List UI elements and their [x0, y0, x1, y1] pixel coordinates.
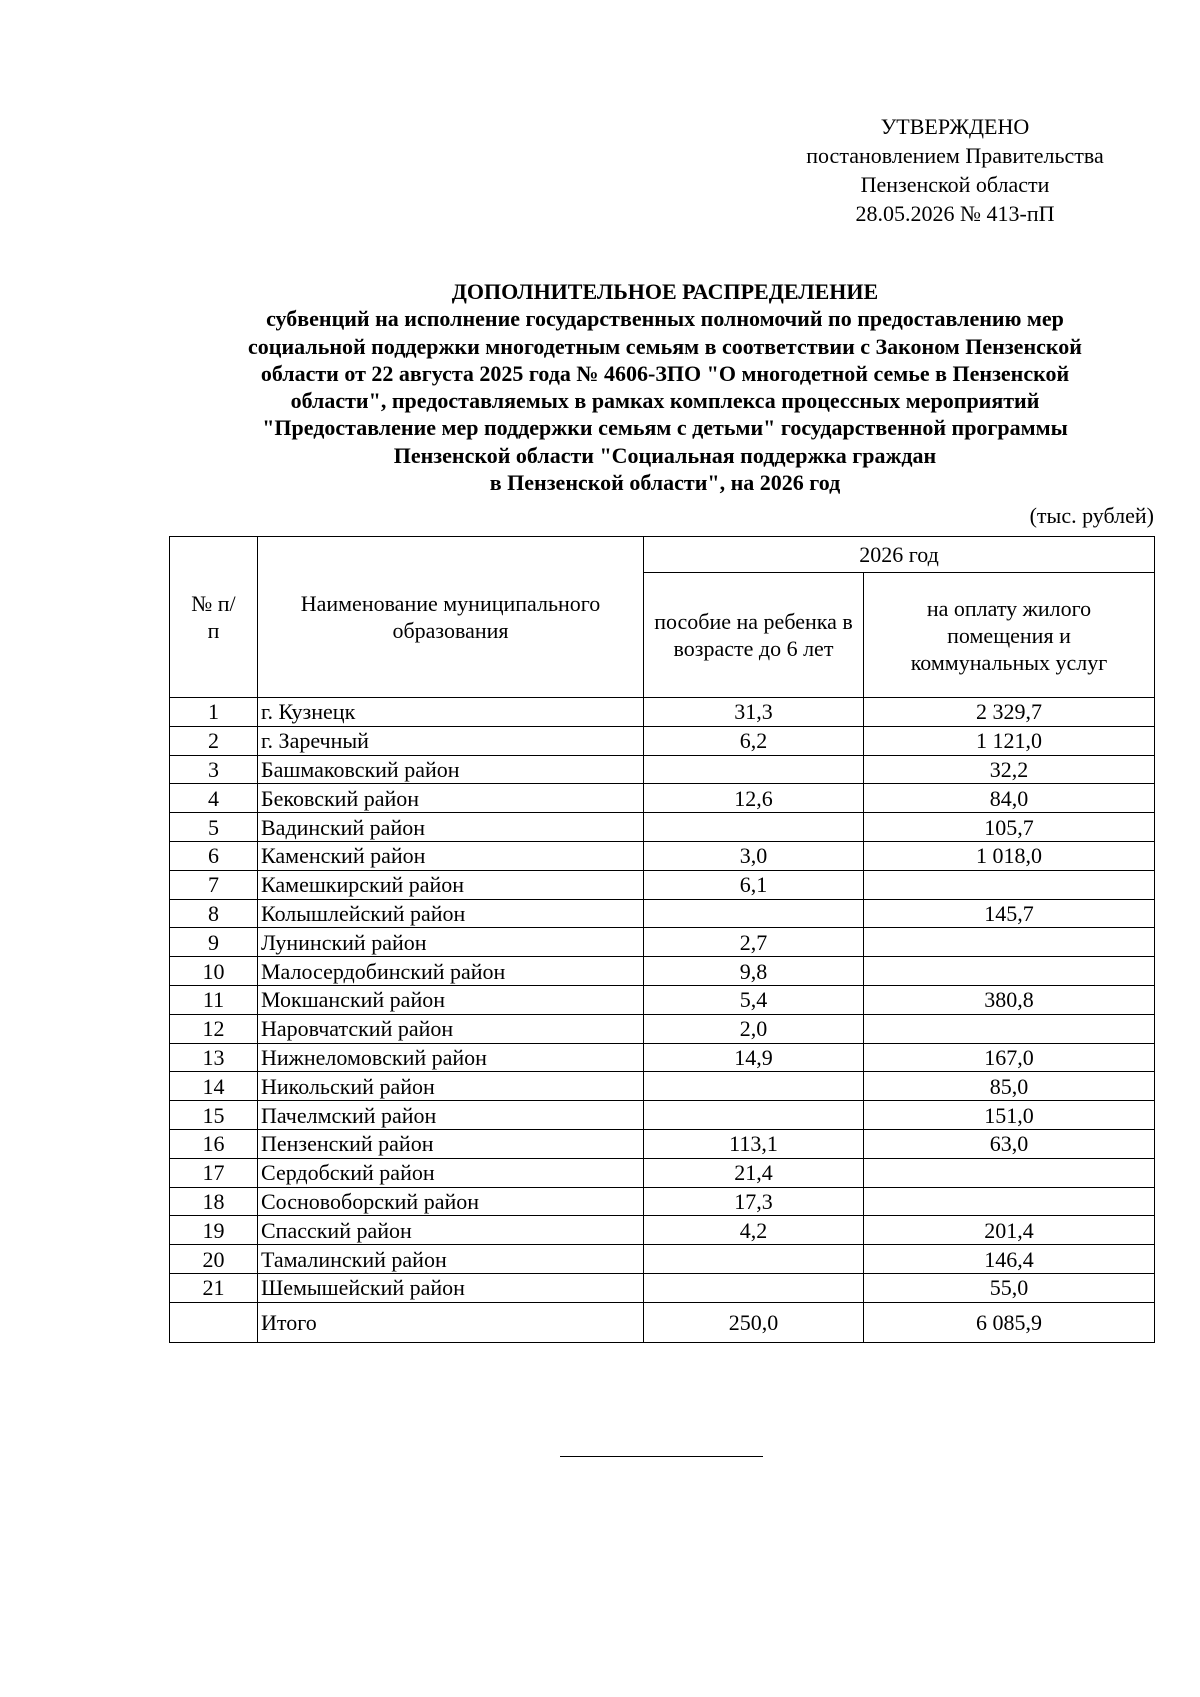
total-number: [170, 1302, 258, 1342]
table-row: [170, 1129, 1155, 1158]
child-allowance-value: [644, 1273, 864, 1302]
row-number: 21: [170, 1273, 258, 1302]
municipality-name: Камешкирский район: [258, 870, 644, 899]
child-allowance-value: 17,3: [644, 1187, 864, 1216]
housing-utilities-value: 145,7: [864, 899, 1155, 928]
row-number: 15: [170, 1101, 258, 1130]
table-row: [170, 1101, 1155, 1130]
municipality-name: Пензенский район: [258, 1129, 644, 1158]
row-number: 3: [170, 755, 258, 784]
municipality-name: Пачелмский район: [258, 1101, 644, 1130]
document-subtitle-line: Пензенской области "Социальная поддержка граждан: [393, 442, 937, 468]
row-number: 16: [170, 1129, 258, 1158]
child-allowance-value: [644, 1072, 864, 1101]
table-row: [170, 841, 1155, 870]
municipality-name: Бековский район: [258, 784, 644, 813]
table-row: [170, 985, 1155, 1014]
housing-utilities-value: [864, 1187, 1155, 1216]
municipality-name: Шемышейский район: [258, 1273, 644, 1302]
child-allowance-value: [644, 813, 864, 842]
row-number: 20: [170, 1245, 258, 1274]
header-name: Наименование муниципального образования: [258, 537, 644, 698]
municipality-name: Сердобский район: [258, 1158, 644, 1187]
row-number: 13: [170, 1043, 258, 1072]
row-number: 6: [170, 841, 258, 870]
document-subtitle-line: в Пензенской области", на 2026 год: [489, 470, 841, 496]
municipality-name: Лунинский район: [258, 928, 644, 957]
separator-line: [560, 1456, 763, 1457]
table-row: [170, 957, 1155, 986]
table-row: [170, 1187, 1155, 1216]
row-number: 11: [170, 985, 258, 1014]
row-number: 4: [170, 784, 258, 813]
approval-block: [790, 112, 1120, 228]
housing-utilities-value: [864, 870, 1155, 899]
row-number: 10: [170, 957, 258, 986]
child-allowance-value: [644, 899, 864, 928]
header-housing-utilities: на оплату жилого помещения и коммунальных услуг: [864, 573, 1155, 698]
table-row: [170, 1072, 1155, 1101]
housing-utilities-value: 55,0: [864, 1273, 1155, 1302]
child-allowance-value: 2,7: [644, 928, 864, 957]
row-number: 19: [170, 1216, 258, 1245]
municipality-name: Тамалинский район: [258, 1245, 644, 1274]
document-subtitle-line: субвенций на исполнение государственных полномочий по предоставлению мер: [266, 306, 1064, 332]
row-number: 17: [170, 1158, 258, 1187]
municipality-name: Никольский район: [258, 1072, 644, 1101]
table-row: [170, 1216, 1155, 1245]
row-number: 8: [170, 899, 258, 928]
approval-title: УТВЕРЖДЕНО: [880, 114, 1030, 139]
document-subtitle-line: области от 22 августа 2025 года № 4606-ЗПО "О многодетной семье в Пензенской: [260, 360, 1070, 386]
municipality-name: Малосердобинский район: [258, 957, 644, 986]
municipality-name: Башмаковский район: [258, 755, 644, 784]
approval-region: Пензенской области: [860, 172, 1050, 197]
municipality-name: Наровчатский район: [258, 1014, 644, 1043]
housing-utilities-value: 151,0: [864, 1101, 1155, 1130]
distribution-table: [169, 536, 1155, 1343]
approval-date-number: 28.05.2026 № 413-пП: [855, 201, 1055, 226]
housing-utilities-value: 105,7: [864, 813, 1155, 842]
row-number: 12: [170, 1014, 258, 1043]
total-housing-utilities: 6 085,9: [864, 1302, 1155, 1342]
table-row: [170, 1158, 1155, 1187]
child-allowance-value: 3,0: [644, 841, 864, 870]
total-row: [170, 1302, 1155, 1342]
municipality-name: Спасский район: [258, 1216, 644, 1245]
housing-utilities-value: [864, 928, 1155, 957]
table-row: [170, 928, 1155, 957]
housing-utilities-value: 146,4: [864, 1245, 1155, 1274]
municipality-name: Вадинский район: [258, 813, 644, 842]
municipality-name: Каменский район: [258, 841, 644, 870]
table-row: [170, 899, 1155, 928]
row-number: 7: [170, 870, 258, 899]
child-allowance-value: 12,6: [644, 784, 864, 813]
housing-utilities-value: 201,4: [864, 1216, 1155, 1245]
table-row: [170, 1273, 1155, 1302]
child-allowance-value: [644, 1101, 864, 1130]
child-allowance-value: 21,4: [644, 1158, 864, 1187]
municipality-name: Нижнеломовский район: [258, 1043, 644, 1072]
document-subtitle-line: "Предоставление мер поддержки семьям с детьми" государственной программы: [262, 415, 1068, 441]
housing-utilities-value: 85,0: [864, 1072, 1155, 1101]
child-allowance-value: [644, 1245, 864, 1274]
row-number: 14: [170, 1072, 258, 1101]
child-allowance-value: 9,8: [644, 957, 864, 986]
document-heading: [170, 278, 1160, 496]
header-num: № п/п: [170, 537, 258, 698]
municipality-name: г. Заречный: [258, 726, 644, 755]
housing-utilities-value: [864, 1014, 1155, 1043]
child-allowance-value: 14,9: [644, 1043, 864, 1072]
table-row: [170, 755, 1155, 784]
housing-utilities-value: [864, 1158, 1155, 1187]
total-child-allowance: 250,0: [644, 1302, 864, 1342]
housing-utilities-value: 1 121,0: [864, 726, 1155, 755]
housing-utilities-value: 380,8: [864, 985, 1155, 1014]
child-allowance-value: 4,2: [644, 1216, 864, 1245]
table-row: [170, 698, 1155, 727]
header-year: 2026 год: [644, 537, 1155, 573]
document-subtitle-line: области", предоставляемых в рамках комплекса процессных мероприятий: [290, 388, 1040, 414]
child-allowance-value: 6,2: [644, 726, 864, 755]
row-number: 5: [170, 813, 258, 842]
row-number: 9: [170, 928, 258, 957]
row-number: 18: [170, 1187, 258, 1216]
housing-utilities-value: 1 018,0: [864, 841, 1155, 870]
housing-utilities-value: 32,2: [864, 755, 1155, 784]
approval-issuer: постановлением Правительства: [806, 143, 1104, 168]
total-label: Итого: [258, 1302, 644, 1342]
table-row: [170, 1014, 1155, 1043]
table-row: [170, 726, 1155, 755]
housing-utilities-value: [864, 957, 1155, 986]
municipality-name: г. Кузнецк: [258, 698, 644, 727]
municipality-name: Колышлейский район: [258, 899, 644, 928]
document-title: ДОПОЛНИТЕЛЬНОЕ РАСПРЕДЕЛЕНИЕ: [451, 279, 879, 304]
table-row: [170, 784, 1155, 813]
row-number: 2: [170, 726, 258, 755]
child-allowance-value: 31,3: [644, 698, 864, 727]
table-row: [170, 1043, 1155, 1072]
child-allowance-value: 5,4: [644, 985, 864, 1014]
header-child-allowance: пособие на ребенка в возрасте до 6 лет: [644, 573, 864, 698]
child-allowance-value: 2,0: [644, 1014, 864, 1043]
child-allowance-value: [644, 755, 864, 784]
table-row: [170, 870, 1155, 899]
municipality-name: Сосновоборский район: [258, 1187, 644, 1216]
housing-utilities-value: 2 329,7: [864, 698, 1155, 727]
units-label: (тыс. рублей): [1029, 503, 1154, 528]
housing-utilities-value: 63,0: [864, 1129, 1155, 1158]
table-row: [170, 813, 1155, 842]
housing-utilities-value: 84,0: [864, 784, 1155, 813]
housing-utilities-value: 167,0: [864, 1043, 1155, 1072]
document-subtitle-line: социальной поддержки многодетным семьям в соответствии с Законом Пензенской: [248, 333, 1082, 359]
municipality-name: Мокшанский район: [258, 985, 644, 1014]
child-allowance-value: 113,1: [644, 1129, 864, 1158]
table-row: [170, 1245, 1155, 1274]
child-allowance-value: 6,1: [644, 870, 864, 899]
row-number: 1: [170, 698, 258, 727]
